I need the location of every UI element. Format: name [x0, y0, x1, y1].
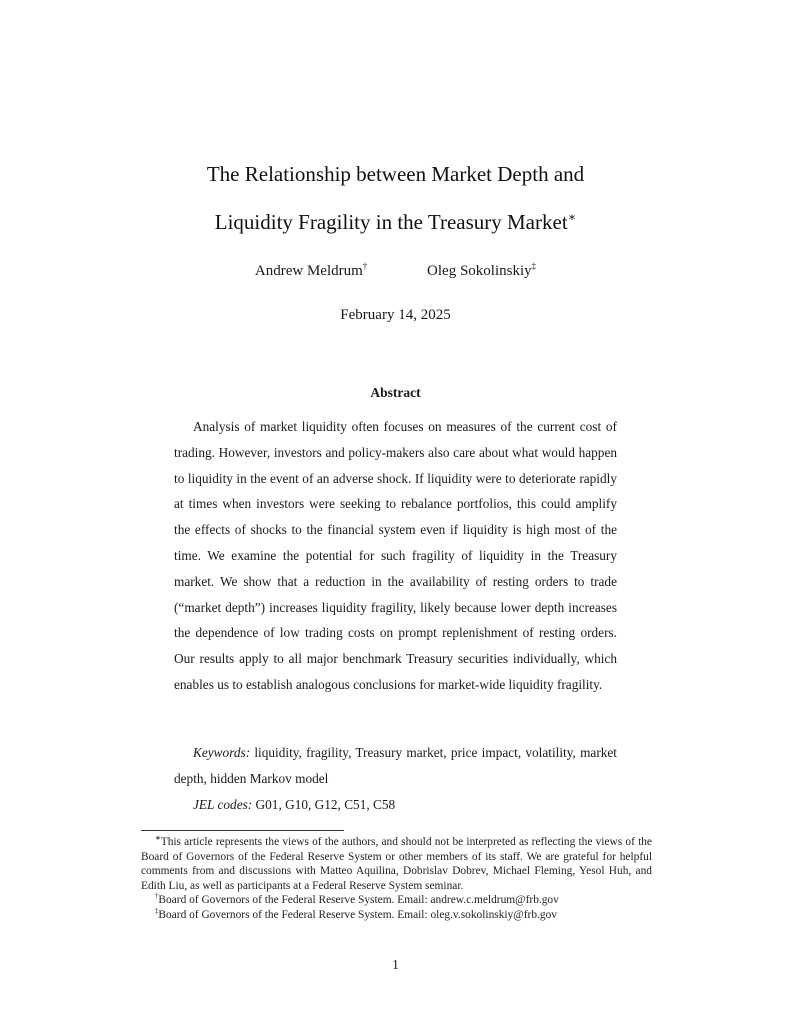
title-footnote-mark: ∗	[567, 210, 577, 224]
abstract-heading: Abstract	[370, 385, 421, 400]
footnotes	[141, 835, 652, 923]
keywords-line	[174, 740, 617, 792]
footnote-1-mark: ∗	[155, 835, 161, 843]
footnote-divider	[141, 830, 344, 831]
author-1-mark: †	[362, 261, 368, 271]
title-text-2: Liquidity Fragility in the Treasury Market	[214, 210, 568, 234]
title-line-1	[0, 162, 791, 187]
author-2-mark: ‡	[531, 261, 537, 271]
publication-date: February 14, 2025	[340, 307, 451, 323]
abstract-text: Analysis of market liquidity often focuses on measures of the current cost of trading. However, investors and policy-makers also care about what would happen to liquidity in the event of an adverse shock. If liquidity were to deteriorate rapidly at times when investors were seeking to rebalance portfolios, this could amplify the effects of shocks to the financial system even if liquidity is high most of the time. We examine the potential for such fragility of liquidity in the Treasury market. We show that a reduction in the availability of resting orders to trade (“market depth”) increases liquidity fragility, likely because lower depth increases the dependence of low trading costs on prompt replenishment of resting orders. Our results apply to all major benchmark Treasury securities individually, which enables us to establish analogous conclusions for market-wide liquidity fragility.	[174, 419, 617, 692]
keywords-text: liquidity, fragility, Treasury market, price impact, volatility, market depth, hidden Markov model	[174, 745, 617, 786]
jel-label: JEL codes:	[193, 797, 253, 812]
jel-text: G01, G10, G12, C51, C58	[255, 797, 396, 812]
title-text-1: The Relationship between Market Depth and	[206, 162, 585, 186]
footnote-2-mark: †	[155, 893, 159, 901]
author-2-name: Oleg Sokolinskiy	[427, 263, 532, 279]
page-number: 1	[392, 957, 399, 972]
title-line-2	[0, 210, 791, 235]
jel-line	[174, 792, 617, 818]
keywords-block	[174, 740, 617, 818]
author-1	[255, 263, 367, 280]
footnote-2	[141, 893, 652, 908]
footnote-3-text: Board of Governors of the Federal Reserve System. Email: oleg.v.sokolinskiy@frb.gov	[158, 908, 557, 921]
author-1-name: Andrew Meldrum	[254, 263, 363, 279]
footnote-3	[141, 908, 652, 923]
footnote-1	[141, 835, 652, 893]
footnote-2-text: Board of Governors of the Federal Reserve System. Email: andrew.c.meldrum@frb.gov	[158, 894, 559, 907]
footnote-1-text: This article represents the views of the authors, and should not be interpreted as reflecting the views of the Board of Governors of the Federal Reserve System or other members of its staff. We are grateful for helpful comments from and discussions with Matteo Aquilina, Dobrislav Dobrev, Michael Fleming, Yesol Huh, and Edith Liu, as well as participants at a Federal Reserve System seminar.	[141, 836, 652, 892]
footnote-3-mark: ‡	[155, 908, 159, 916]
author-2	[427, 263, 536, 280]
abstract-body	[174, 414, 617, 698]
author-list	[0, 263, 791, 280]
keywords-label: Keywords:	[193, 745, 251, 760]
